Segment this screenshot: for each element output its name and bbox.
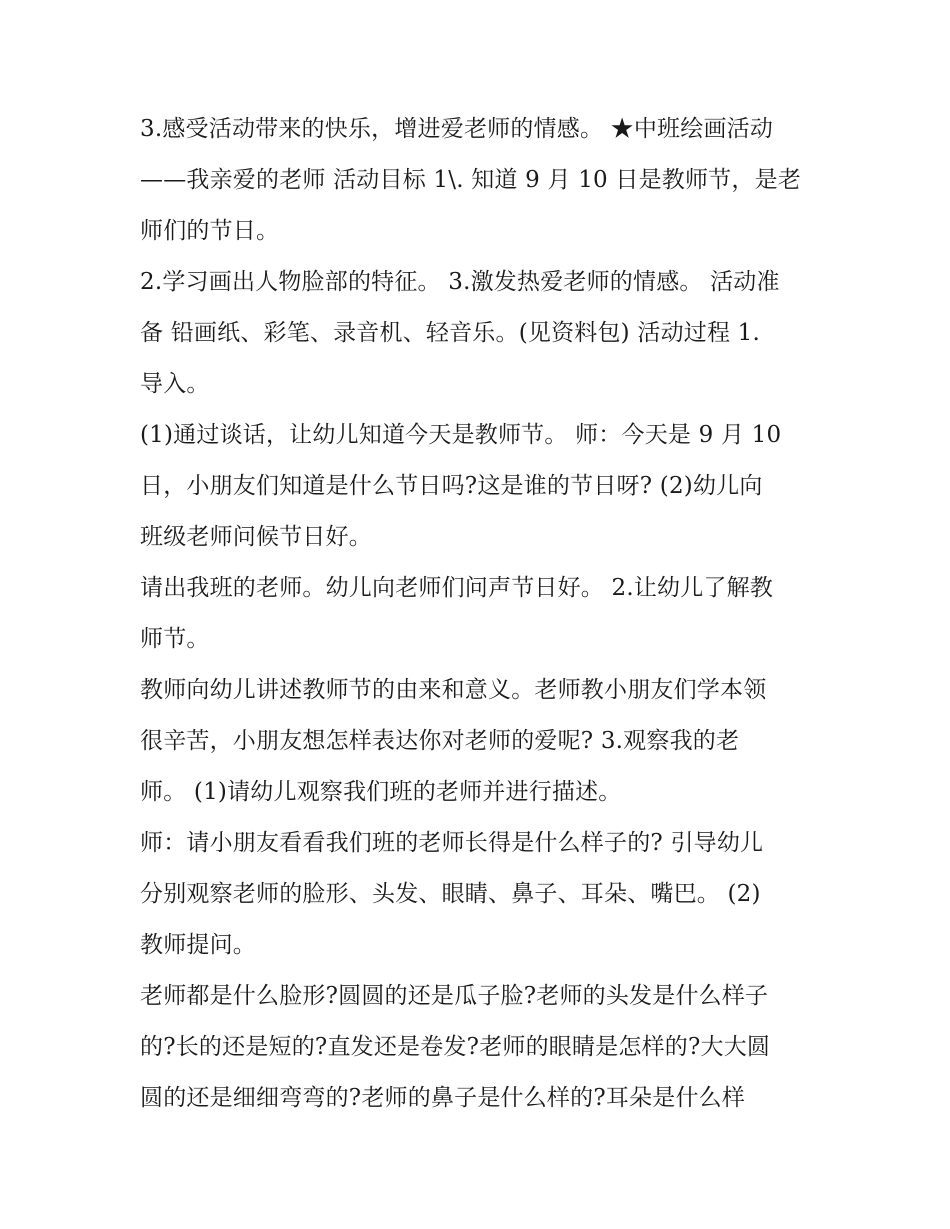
paragraph-3	[140, 410, 820, 563]
text-line: 2.学习画出人物脸部的特征。 3.激发热爱老师的情感。 活动准	[140, 269, 780, 295]
text-line: 班级老师问候节日好。	[140, 524, 372, 550]
text-line: (1)通过谈话，让幼儿知道今天是教师节。 师：今天是 9 月 10	[140, 422, 782, 448]
text-line: 师。 (1)请幼儿观察我们班的老师并进行描述。	[140, 779, 622, 805]
paragraph-6	[140, 818, 820, 971]
text-line: 很辛苦，小朋友想怎样表达你对老师的爱呢? 3.观察我的老	[140, 728, 740, 754]
text-line: 3.感受活动带来的快乐，增进爱老师的情感。 ★中班绘画活动	[140, 116, 774, 142]
text-line: 圆的还是细细弯弯的?老师的鼻子是什么样的?耳朵是什么样	[140, 1085, 746, 1111]
text-line: 师节。	[140, 626, 210, 652]
text-line: 师：请小朋友看看我们班的老师长得是什么样子的? 引导幼儿	[140, 830, 764, 856]
text-line: 备 铅画纸、彩笔、录音机、轻音乐。(见资料包) 活动过程 1.	[140, 320, 761, 346]
text-line: 日，小朋友们知道是什么节日吗?这是谁的节日呀? (2)幼儿向	[140, 473, 763, 499]
text-line: 师们的节日。	[140, 218, 280, 244]
text-line: 教师提问。	[140, 932, 256, 958]
document-body	[140, 104, 820, 1124]
paragraph-2	[140, 257, 820, 410]
text-line: 教师向幼儿讲述教师节的由来和意义。老师教小朋友们学本领	[140, 677, 767, 703]
paragraph-5	[140, 665, 820, 818]
text-line: 的?长的还是短的?直发还是卷发?老师的眼睛是怎样的?大大圆	[140, 1034, 771, 1060]
text-line: 导入。	[140, 371, 210, 397]
text-line: ——我亲爱的老师 活动目标 1\. 知道 9 月 10 日是教师节，是老	[140, 167, 801, 193]
text-line: 老师都是什么脸形?圆圆的还是瓜子脸?老师的头发是什么样子	[140, 983, 769, 1009]
text-line: 分别观察老师的脸形、头发、眼睛、鼻子、耳朵、嘴巴。 (2)	[140, 881, 761, 907]
paragraph-1	[140, 104, 820, 257]
text-line: 请出我班的老师。幼儿向老师们问声节日好。 2.让幼儿了解教	[140, 575, 774, 601]
paragraph-7	[140, 971, 820, 1124]
paragraph-4	[140, 563, 820, 665]
